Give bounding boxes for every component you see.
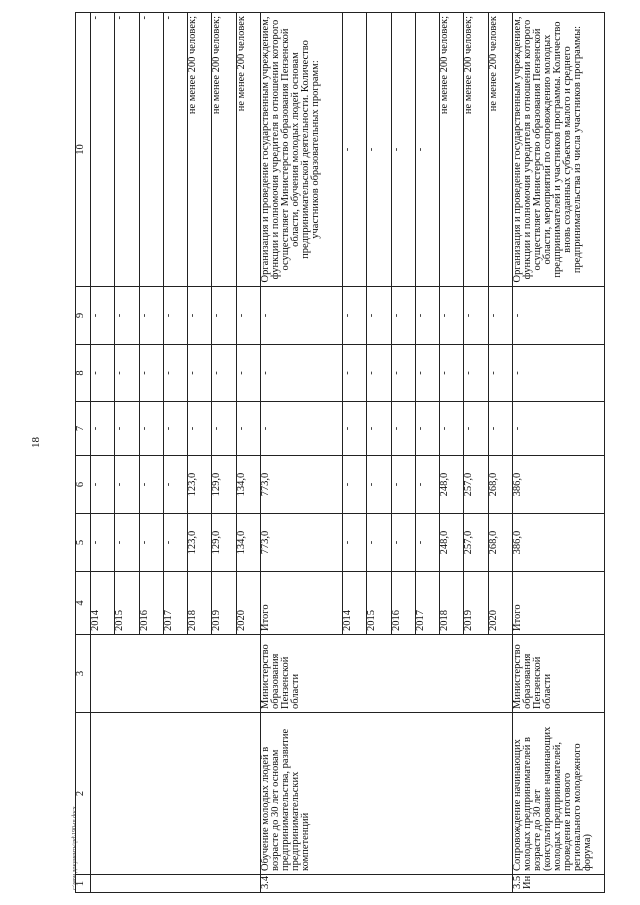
value-cell: - — [115, 402, 139, 456]
value-cell: 257,0 — [464, 514, 488, 572]
value-cell: - — [188, 402, 212, 456]
header-cell: 4 — [76, 572, 91, 635]
header-cell: 6 — [76, 456, 91, 514]
value-cell: 773,0 — [260, 456, 342, 514]
value-cell: - — [163, 287, 187, 345]
year-cell: 2017 — [163, 572, 187, 635]
row-number: 3.5 Ин — [513, 875, 605, 893]
rotated-table-wrapper — [75, 13, 605, 893]
document-footer-path: c:\мои документы\pd\190-ш.docx — [72, 806, 78, 890]
header-cell: 10 — [76, 13, 91, 287]
value-cell: - — [464, 345, 488, 402]
value-cell: - — [139, 456, 163, 514]
header-row — [76, 13, 91, 893]
value-cell: - — [188, 287, 212, 345]
result-cell: - — [163, 13, 187, 287]
table-row — [91, 13, 115, 893]
value-cell: 129,0 — [212, 456, 236, 514]
value-cell: - — [415, 456, 439, 514]
year-cell: 2014 — [342, 572, 366, 635]
header-cell: 7 — [76, 402, 91, 456]
value-cell: - — [163, 345, 187, 402]
value-cell: - — [212, 287, 236, 345]
value-cell: - — [236, 287, 260, 345]
header-cell: 3 — [76, 635, 91, 713]
value-cell: - — [163, 456, 187, 514]
header-cell: 8 — [76, 345, 91, 402]
result-cell: не менее 200 человек; — [212, 13, 236, 287]
activity-name: Сопровождение начинающих молодых предпринимателей в возрасте до 30 лет (консультирование начинающих молодых предпринимателей, проведение итогового регионального молодежного форума) — [513, 713, 605, 875]
value-cell: - — [163, 402, 187, 456]
value-cell: - — [513, 402, 605, 456]
value-cell: - — [342, 456, 366, 514]
value-cell: - — [212, 402, 236, 456]
value-cell: - — [342, 402, 366, 456]
result-cell: не менее 200 человек — [488, 13, 512, 287]
value-cell: - — [342, 287, 366, 345]
header-cell: 5 — [76, 514, 91, 572]
value-cell: - — [367, 514, 391, 572]
value-cell: - — [488, 287, 512, 345]
year-cell: 2019 — [464, 572, 488, 635]
value-cell: - — [367, 402, 391, 456]
value-cell: - — [367, 287, 391, 345]
value-cell: - — [415, 287, 439, 345]
header-cell: 1 — [76, 875, 91, 893]
total-label: Итого — [260, 572, 342, 635]
result-cell: - — [115, 13, 139, 287]
value-cell: - — [391, 456, 415, 514]
value-cell: - — [342, 345, 366, 402]
result-cell: не менее 200 человек; — [188, 13, 212, 287]
year-cell: 2018 — [440, 572, 464, 635]
value-cell: - — [488, 345, 512, 402]
executor: Министерство образования Пензенской области — [513, 635, 605, 713]
value-cell: - — [115, 514, 139, 572]
value-cell: 386,0 — [513, 514, 605, 572]
value-cell: - — [139, 514, 163, 572]
activity-name: Обучение молодых людей в возрасте до 30 лет основам предпринимательства, развитие предпринимательских компетенций — [260, 713, 512, 875]
year-cell: 2019 — [212, 572, 236, 635]
value-cell: - — [115, 345, 139, 402]
year-cell: 2017 — [415, 572, 439, 635]
value-cell: 134,0 — [236, 456, 260, 514]
value-cell: - — [367, 345, 391, 402]
value-cell: - — [415, 402, 439, 456]
value-cell: - — [391, 402, 415, 456]
header-cell: 9 — [76, 287, 91, 345]
value-cell: - — [212, 345, 236, 402]
value-cell: - — [440, 287, 464, 345]
value-cell: - — [367, 456, 391, 514]
value-cell: - — [188, 345, 212, 402]
value-cell: 248,0 — [440, 514, 464, 572]
value-cell: - — [91, 287, 115, 345]
value-cell: 129,0 — [212, 514, 236, 572]
total-label: Итого — [513, 572, 605, 635]
result-cell: не менее 200 человек; — [440, 13, 464, 287]
value-cell: 123,0 — [188, 514, 212, 572]
value-cell: - — [342, 514, 366, 572]
value-cell: 773,0 — [260, 514, 342, 572]
value-cell: - — [260, 345, 342, 402]
value-cell: 268,0 — [488, 456, 512, 514]
value-cell: - — [391, 345, 415, 402]
header-cell: 2 — [76, 713, 91, 875]
value-cell: - — [260, 402, 342, 456]
value-cell: - — [236, 345, 260, 402]
value-cell: - — [391, 514, 415, 572]
value-cell: - — [464, 287, 488, 345]
value-cell: - — [415, 345, 439, 402]
value-cell: 386,0 — [513, 456, 605, 514]
result-cell: не менее 200 человек — [236, 13, 260, 287]
result-cell: - — [91, 13, 115, 287]
value-cell: - — [260, 287, 342, 345]
year-cell: 2020 — [236, 572, 260, 635]
value-cell: - — [91, 402, 115, 456]
value-cell: - — [139, 287, 163, 345]
year-cell: 2015 — [367, 572, 391, 635]
page-number: 18 — [30, 437, 42, 448]
table-row — [513, 13, 605, 893]
value-cell: 134,0 — [236, 514, 260, 572]
value-cell: - — [115, 287, 139, 345]
value-cell: - — [115, 456, 139, 514]
value-cell: 257,0 — [464, 456, 488, 514]
value-cell: - — [236, 402, 260, 456]
result-cell: - — [342, 13, 366, 287]
value-cell: 123,0 — [188, 456, 212, 514]
value-cell: - — [91, 514, 115, 572]
year-cell: 2020 — [488, 572, 512, 635]
value-cell: - — [91, 345, 115, 402]
value-cell: - — [513, 345, 605, 402]
year-cell: 2014 — [91, 572, 115, 635]
result-cell: - — [367, 13, 391, 287]
value-cell: - — [513, 287, 605, 345]
value-cell: - — [139, 345, 163, 402]
year-cell: 2018 — [188, 572, 212, 635]
value-cell: 248,0 — [440, 456, 464, 514]
result-cell: не менее 200 человек; — [464, 13, 488, 287]
value-cell: - — [139, 402, 163, 456]
year-cell: 2016 — [139, 572, 163, 635]
value-cell: - — [464, 402, 488, 456]
result-cell: - — [415, 13, 439, 287]
result-description: Организация и проведение государственным учреждением, функции и полномочия учредителя в отношении которого осуществляет Министерство образования Пензенской области, мероприятий по сопровождению молодых предпринимателей и участников программы. Количество вновь созданных субъектов малого и среднего предпринимательства из числа участников программы: — [513, 13, 605, 287]
result-description: Организация и проведение государственным учреждением, функции и полномочия учредителя в отношении которого осуществляет Министерство образования Пензенской области, обучения молодых людей основам предпринимательской деятельности. Количество участников образовательных программ: — [260, 13, 342, 287]
value-cell: - — [163, 514, 187, 572]
value-cell: - — [440, 402, 464, 456]
row-number: 3.4 — [260, 875, 512, 893]
table-row — [260, 13, 342, 893]
result-cell: - — [391, 13, 415, 287]
value-cell: - — [391, 287, 415, 345]
value-cell: - — [91, 456, 115, 514]
value-cell: - — [415, 514, 439, 572]
year-cell: 2016 — [391, 572, 415, 635]
year-cell: 2015 — [115, 572, 139, 635]
value-cell: 268,0 — [488, 514, 512, 572]
value-cell: - — [440, 345, 464, 402]
executor: Министерство образования Пензенской области — [260, 635, 512, 713]
program-table — [75, 12, 605, 893]
result-cell: - — [139, 13, 163, 287]
value-cell: - — [488, 402, 512, 456]
